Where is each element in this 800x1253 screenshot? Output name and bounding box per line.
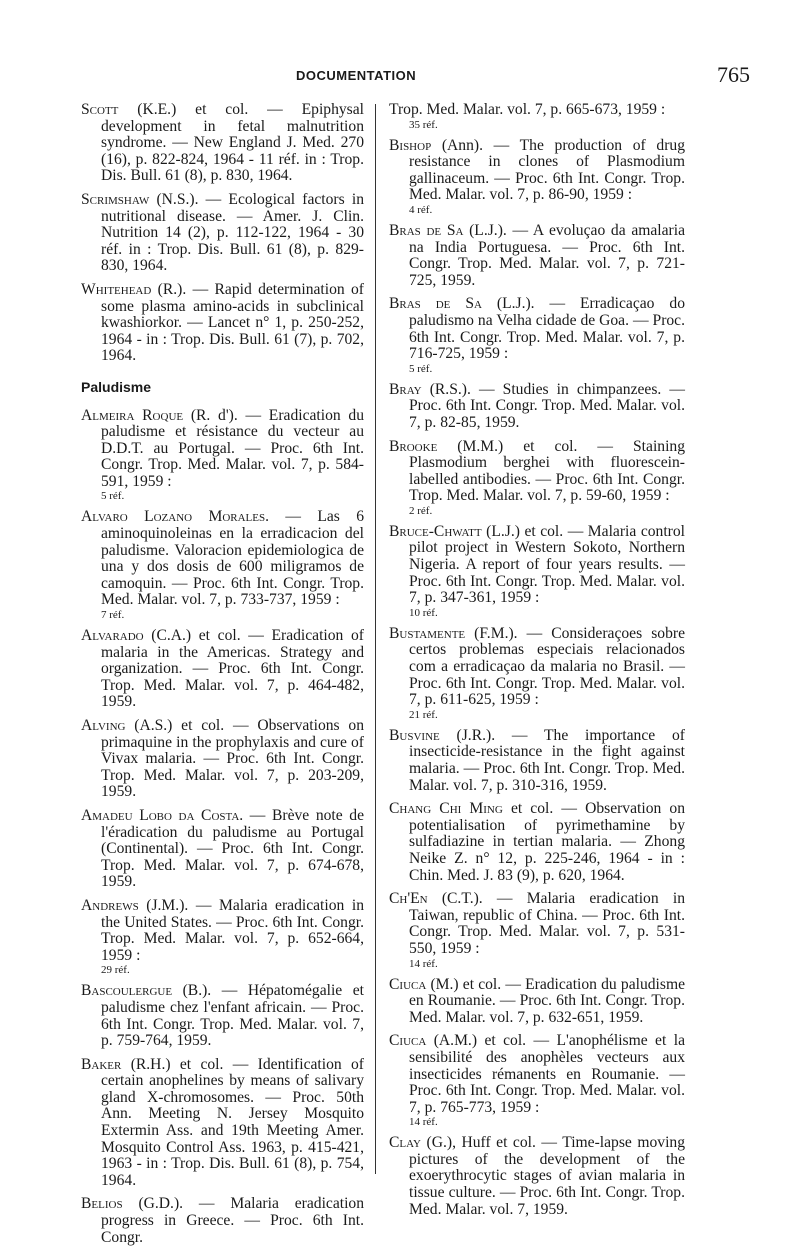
entry-author: Clay: [389, 1134, 421, 1152]
entry-text: (M.M.) et col. — Staining Plasmodium berghei with fluorescein-labelled antibodies. — Proc. 6th Int. Congr. Trop. Med. Malar. vol. 7, p. 59-60, 1959 :: [409, 437, 685, 505]
entry-text: (L.J.). — Erradicaçao do paludismo na Velha cidade de Goa. — Proc. 6th Int. Congr. Trop. Med. Malar. vol. 7, p. 716-725, 1959 :: [409, 295, 685, 363]
bibliography-entry: [389, 296, 685, 374]
bibliography-entry: [389, 728, 685, 794]
bibliography-entry: [389, 102, 685, 131]
entry-author: Bruce-Chwatt: [389, 522, 482, 540]
entry-author: Bustamente: [389, 624, 466, 642]
entry-reference-count: 4 réf.: [409, 203, 433, 216]
entry-text: (N.S.). — Ecological factors in nutritional disease. — Amer. J. Clin. Nutrition 14 (2), p. 112-122, 1964 - 30 réf. in : Trop. Dis. Bull. 61 (8), p. 829-830, 1964.: [101, 190, 364, 275]
entry-text: (A.M.) et col. — L'anophélisme et la sensibilité des anophèles vecteurs aux insecticides rémanents en Roumanie. — Proc. 6th Int. Congr. Trop. Med. Malar. vol. 7, p. 765-773, 1959 :: [409, 1032, 685, 1116]
bibliography-entry: [389, 524, 685, 619]
entry-reference-count: 5 réf.: [101, 490, 125, 503]
entry-author: Andrews: [81, 896, 139, 914]
entry-author: Bras de Sa: [389, 295, 482, 313]
bibliography-entry: [81, 898, 364, 976]
entry-text: (K.E.) et col. — Epiphysal development in fetal malnutrition syndrome. — New England J. Med. 270 (16), p. 822-824, 1964 - 11 réf. in : Trop. Dis. Bull. 61 (8), p. 830, 1964.: [101, 101, 364, 185]
entry-text: (G.D.). — Malaria eradication progress in Greece. — Proc. 6th Int. Congr.: [101, 1195, 364, 1246]
entry-reference-count: 10 réf.: [409, 606, 438, 619]
entry-text: (Ann). — The production of drug resistance in clones of Plasmodium gallinaceum. — Proc. 6th Int. Congr. Trop. Med. Malar. vol. 7, p. 86-90, 1959 :: [409, 136, 685, 204]
bibliography-entry: [389, 439, 685, 517]
bibliography-entry: [81, 718, 364, 801]
entry-text: Trop. Med. Malar. vol. 7, p. 665-673, 1959 :: [389, 101, 666, 118]
entry-author: Belios: [81, 1195, 123, 1213]
entry-text: (C.A.) et col. — Eradication of malaria in the Americas. Strategy and organization. — Proc. 6th Int. Congr. Trop. Med. Malar. vol. 7, p. 464-482, 1959.: [101, 627, 364, 711]
bibliography-entry: [389, 1033, 685, 1128]
bibliography-entry: [389, 977, 685, 1027]
entry-reference-count: 5 réf.: [409, 362, 433, 375]
entry-author: Alvaro Lozano Morales: [81, 508, 266, 526]
bibliography-entry: [81, 1196, 364, 1246]
bibliography-entry: [389, 138, 685, 216]
running-head: [0, 62, 800, 90]
entry-author: Bishop: [389, 136, 432, 154]
entry-author: Bascoulergue: [81, 982, 173, 1000]
bibliography-entry: [81, 1057, 364, 1190]
page-number: 765: [717, 62, 750, 87]
entry-text: (A.S.) et col. — Observations on primaquine in the prophylaxis and cure of Vivax malaria. — Proc. 6th Int. Congr. Trop. Med. Malar. vol. 7, p. 203-209, 1959.: [101, 717, 364, 801]
bibliography-entry: [389, 801, 685, 884]
entry-author: Bray: [389, 380, 422, 398]
entry-text: (R.). — Rapid determination of some plasma amino-acids in subclinical kwashiorkor. — Lancet n° 1, p. 250-252, 1964 - in : Trop. Dis. Bull. 61 (7), p. 702, 1964.: [101, 280, 364, 365]
entry-author: Scrimshaw: [81, 190, 150, 208]
bibliography-entry: [81, 102, 364, 185]
bibliography-entry: [389, 223, 685, 289]
entry-author: Chang Chi Ming: [389, 800, 503, 818]
bibliography-entry: [389, 626, 685, 721]
entry-text: (L.J.) et col. — Malaria control pilot project in Western Sokoto, Northern Nigeria. A report of four years results. — Proc. 6th Int. Congr. Trop. Med. Malar. vol. 7, p. 347-361, 1959 :: [409, 522, 685, 607]
entry-text: (G.), Huff et col. — Time-lapse moving pictures of the development of the exoerythrocytic stages of avian malaria in tissue culture. — Proc. 6th Int. Congr. Trop. Med. Malar. vol. 7, 1959.: [409, 1134, 685, 1218]
entry-reference-count: 29 réf.: [101, 964, 130, 977]
entry-text: (M.) et col. — Eradication du paludisme en Roumanie. — Proc. 6th Int. Congr. Trop. Med. Malar. vol. 7, p. 632-651, 1959.: [409, 975, 685, 1026]
entry-text: (J.R.). — The importance of insecticide-resistance in the fight against malaria. — Proc. 6th Int. Congr. Trop. Med. Malar. vol. 7, p. 310-316, 1959.: [409, 726, 685, 794]
entry-author: Alvarado: [81, 627, 144, 645]
entry-text: . — Brève note de l'éradication du paludisme au Portugal (Continental). — Proc. 6th Int. Congr. Trop. Med. Malar. vol. 7, p. 674-678, 1959.: [101, 806, 365, 891]
entry-author: Brooke: [389, 437, 438, 455]
entry-text: (C.T.). — Malaria eradication in Taiwan, republic of China. — Proc. 6th Int. Congr. Trop. Med. Malar. vol. 7, p. 531-550, 1959 :: [409, 890, 685, 957]
entry-text: et col. — Observation on potentialisation of pyrimethamine by sulfadiazine in tertian malaria. — Zhong Neike Z. n° 12, p. 225-246, 1964 - in : Chin. Med. J. 83 (9), p. 620, 1964.: [409, 800, 685, 884]
bibliography-entry: [81, 509, 364, 621]
bibliography-entry: [81, 408, 364, 503]
left-column: [81, 102, 364, 1253]
entry-author: Almeira Roque: [81, 406, 184, 424]
entry-author: Alving: [81, 717, 126, 734]
entry-text: . — Las 6 aminoquinoleinas en la erradicacion del paludisme. Valoracion epidemiologica de una y dos dosis de 600 miligramos de camoquin. — Proc. 6th Int. Congr. Trop. Med. Malar. vol. 7, p. 733-737, 1959 :: [101, 508, 364, 609]
entry-reference-count: 35 réf.: [409, 118, 438, 131]
entry-text: (F.M.). — Consideraçoes sobre certos problemas especiais relacionados com a erradicaçao da malaria no Brasil. — Proc. 6th Int. Congr. Trop. Med. Malar. vol. 7, p. 611-625, 1959 :: [409, 624, 685, 709]
entry-reference-count: 14 réf.: [409, 1116, 438, 1129]
entry-author: Whitehead: [81, 280, 152, 298]
entry-text: (J.M.). — Malaria eradication in the United States. — Proc. 6th Int. Congr. Trop. Med. Malar. vol. 7, p. 652-664, 1959 :: [101, 896, 364, 964]
entry-text: (R.H.) et col. — Identification of certain anophelines by means of salivary gland X-chromosomes. — Proc. 50th Ann. Meeting N. Jersey Mosquito Extermin Ass. and 19th Meeting Amer. Mosquito Control Ass. 1963, p. 415-421, 1963 - in : Trop. Dis. Bull. 61 (8), p. 754, 1964.: [101, 1055, 364, 1189]
entry-author: Amadeu Lobo da Costa: [81, 806, 240, 824]
bibliography-entry: [389, 1135, 685, 1218]
bibliography-entry: [81, 628, 364, 711]
bibliography-entry: [81, 282, 364, 365]
bibliography-entry: [389, 891, 685, 969]
entry-author: Ciuca: [389, 975, 427, 993]
entry-text: (R.S.). — Studies in chimpanzees. — Proc. 6th Int. Congr. Trop. Med. Malar. vol. 7, p. 82-85, 1959.: [409, 380, 685, 431]
bibliography-entry: [81, 983, 364, 1049]
entry-reference-count: 21 réf.: [409, 708, 438, 721]
bibliography-entry: [81, 192, 364, 275]
entry-text: (R. d'). — Eradication du paludisme et résistance du vecteur au D.D.T. au Portugal. — Proc. 6th Int. Congr. Trop. Med. Malar. vol. 7, p. 584-591, 1959 :: [101, 406, 364, 490]
entry-reference-count: 2 réf.: [409, 504, 433, 517]
entry-text: (L.J.). — A evoluçao da amalaria na India Portuguesa. — Proc. 6th Int. Congr. Trop. Med. Malar. vol. 7, p. 721-725, 1959.: [409, 221, 685, 289]
bibliography-entry: [81, 808, 364, 891]
entry-author: Busvine: [389, 726, 440, 744]
entry-reference-count: 7 réf.: [101, 609, 125, 622]
entry-author: Bras de Sa: [389, 221, 464, 239]
entry-author: Ciuca: [389, 1032, 427, 1050]
bibliography-entry: [389, 382, 685, 432]
entry-reference-count: 14 réf.: [409, 957, 438, 970]
right-column: [389, 102, 685, 1225]
entry-author: Scott: [81, 101, 119, 118]
column-divider: [375, 104, 376, 1174]
entry-author: Ch'En: [389, 890, 428, 908]
section-heading: Paludisme: [81, 378, 152, 395]
running-head-title: DOCUMENTATION: [296, 68, 417, 83]
entry-text: (B.). — Hépatomégalie et paludisme chez l'enfant africain. — Proc. 6th Int. Congr. Trop. Med. Malar. vol. 7, p. 759-764, 1959.: [101, 982, 364, 1050]
entry-author: Baker: [81, 1055, 122, 1073]
